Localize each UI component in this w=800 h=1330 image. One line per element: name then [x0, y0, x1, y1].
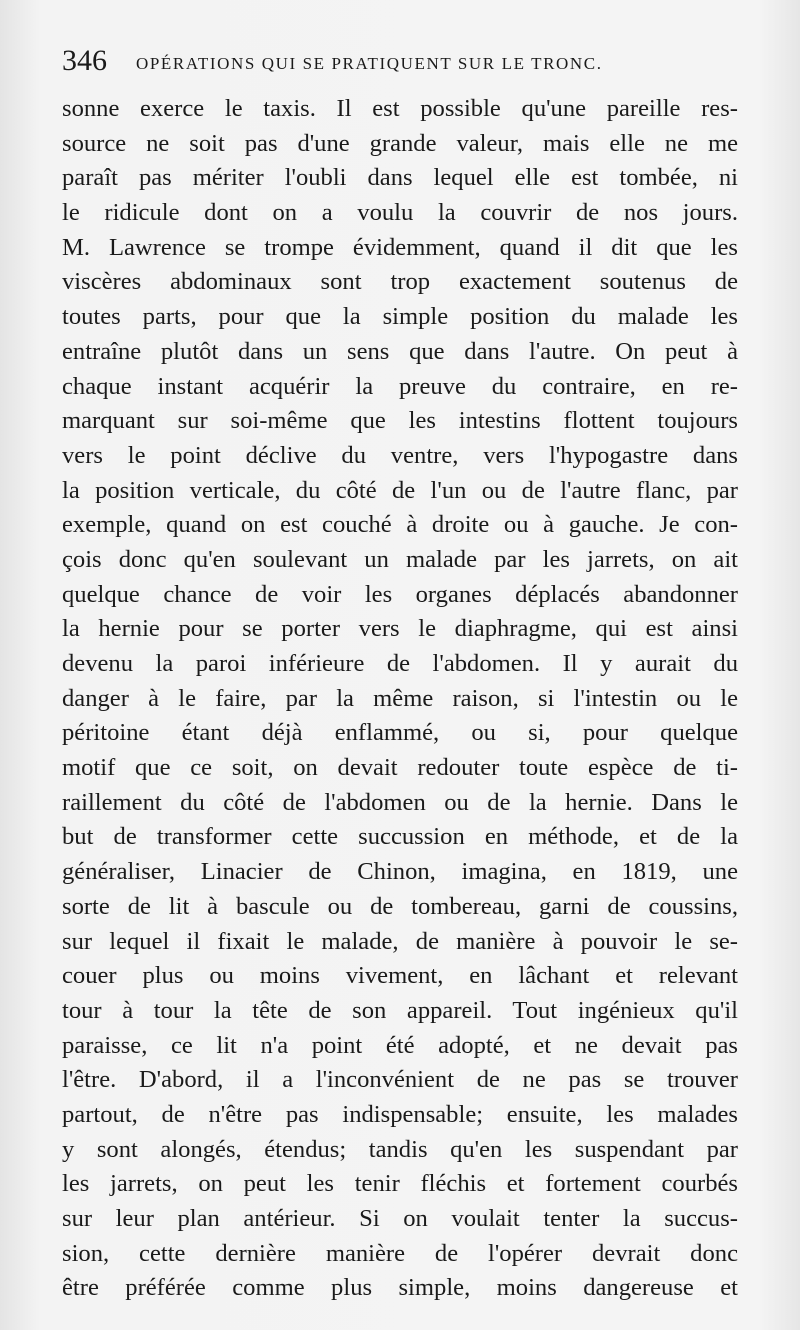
text-line: sion, cette dernière manière de l'opérer devrait donc	[62, 1239, 738, 1267]
text-line: but de transformer cette succussion en méthode, et de la	[62, 823, 738, 851]
text-line: çois donc qu'en soulevant un malade par les jarrets, on ait	[62, 545, 738, 573]
text-line: danger à le faire, par la même raison, si l'intestin ou le	[62, 684, 738, 712]
text-line: devenu la paroi inférieure de l'abdomen. Il y aurait du	[62, 650, 738, 677]
text-line: y sont alongés, étendus; tandis qu'en les suspendant par	[62, 1135, 738, 1163]
text-line: viscères abdominaux sont trop exactement soutenus de	[62, 268, 738, 296]
text-line: toutes parts, pour que la simple position du malade les	[62, 303, 738, 331]
text-line: sur leur plan antérieur. Si on voulait tenter la succus-	[62, 1205, 738, 1232]
text-line: source ne soit pas d'une grande valeur, mais elle ne me	[62, 129, 738, 157]
page-number: 346	[62, 44, 107, 77]
text-line: tour à tour la tête de son appareil. Tout ingénieux qu'il	[62, 996, 738, 1024]
body-text	[62, 92, 738, 1306]
text-line: sur lequel il fixait le malade, de manière à pouvoir le se-	[62, 927, 738, 955]
text-line: sonne exerce le taxis. Il est possible qu'une pareille res-	[62, 95, 738, 122]
text-line: paraisse, ce lit n'a point été adopté, et ne devait pas	[62, 1031, 738, 1059]
text-line: M. Lawrence se trompe évidemment, quand il dit que les	[62, 233, 738, 261]
text-line: partout, de n'être pas indispensable; ensuite, les malades	[62, 1100, 738, 1128]
text-line: entraîne plutôt dans un sens que dans l'autre. On peut à	[62, 337, 738, 365]
text-line: chaque instant acquérir la preuve du contraire, en re-	[62, 372, 738, 400]
text-line: exemple, quand on est couché à droite ou à gauche. Je con-	[62, 511, 738, 539]
text-line: l'être. D'abord, il a l'inconvénient de ne pas se trouver	[62, 1066, 738, 1094]
text-line: la position verticale, du côté de l'un ou de l'autre flanc, par	[62, 476, 738, 504]
text-line: être préférée comme plus simple, moins dangereuse et	[62, 1274, 738, 1302]
text-line: péritoine étant déjà enflammé, ou si, pour quelque	[62, 719, 738, 747]
running-head: OPÉRATIONS QUI SE PRATIQUENT SUR LE TRONC.	[136, 54, 603, 73]
page-header	[62, 44, 742, 84]
text-line: vers le point déclive du ventre, vers l'hypogastre dans	[62, 441, 738, 469]
text-line: généraliser, Linacier de Chinon, imagina, en 1819, une	[62, 858, 738, 886]
text-line: motif que ce soit, on devait redouter toute espèce de ti-	[62, 754, 738, 782]
text-line: sorte de lit à bascule ou de tombereau, garni de coussins,	[62, 892, 738, 920]
text-line: paraît pas mériter l'oubli dans lequel elle est tombée, ni	[62, 164, 738, 192]
text-line: les jarrets, on peut les tenir fléchis et fortement courbés	[62, 1170, 738, 1198]
text-line: raillement du côté de l'abdomen ou de la hernie. Dans le	[62, 788, 738, 816]
text-line: la hernie pour se porter vers le diaphragme, qui est ainsi	[62, 615, 738, 643]
text-line: quelque chance de voir les organes déplacés abandonner	[62, 580, 738, 608]
text-line: couer plus ou moins vivement, en lâchant et relevant	[62, 962, 738, 990]
text-line: marquant sur soi-même que les intestins flottent toujours	[62, 407, 738, 435]
text-line: le ridicule dont on a voulu la couvrir de nos jours.	[62, 199, 738, 227]
